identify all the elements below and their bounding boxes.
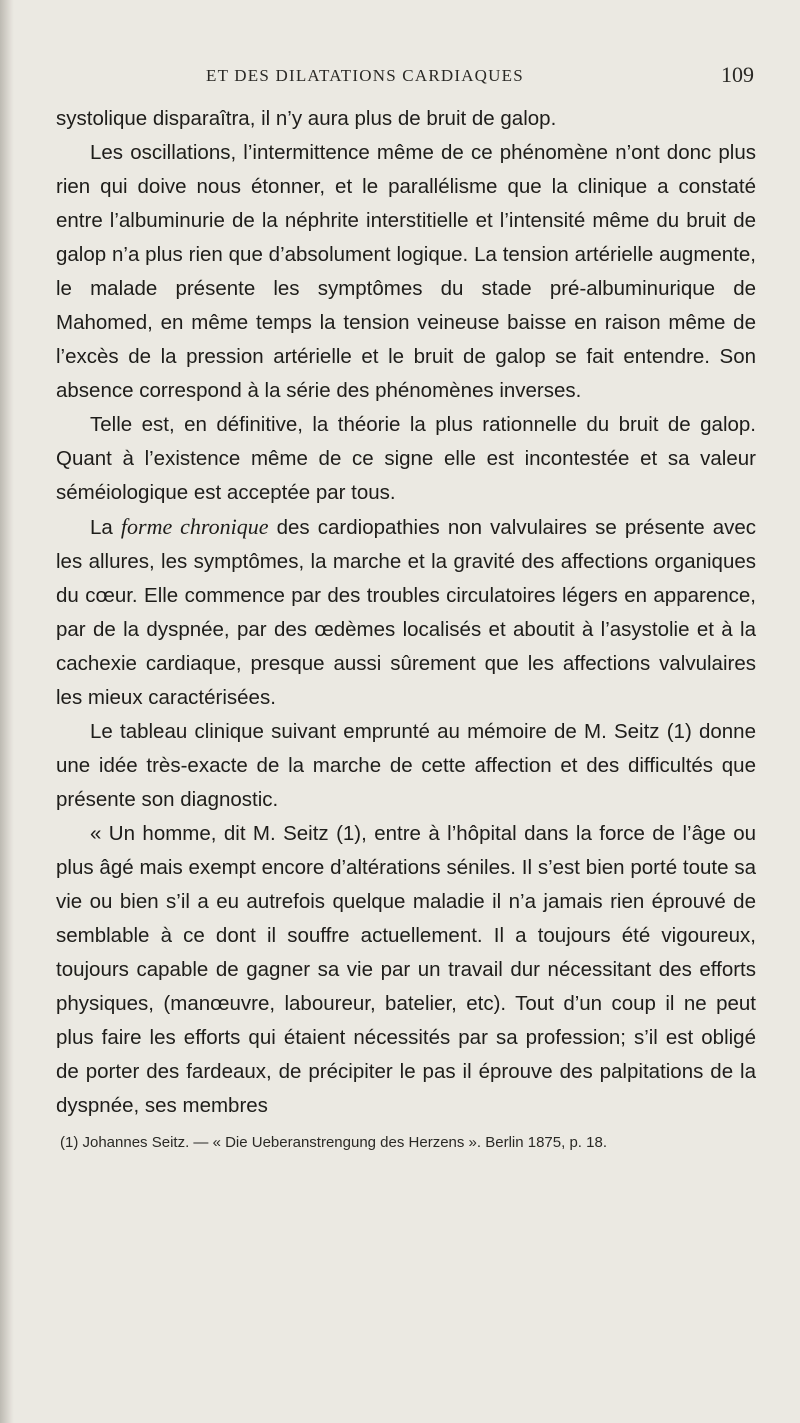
paragraph-theory: Telle est, en définitive, la théorie la plus rationnelle du bruit de galop. Quant à l’existence même de ce signe elle est incontestée et sa valeur séméiologique est acceptée par tous. (56, 413, 756, 504)
chronic-form-italic: forme chronique (120, 514, 269, 539)
running-head: ET DES DILATATIONS CARDIAQUES (206, 66, 524, 85)
page-number: 109 (721, 62, 754, 87)
page-header (56, 62, 756, 96)
paragraph-clinical-table: Le tableau clinique suivant emprunté au mémoire de M. Seitz (1) donne une idée très-exacte de la marche de cette affection et des difficultés que présente son diagnostic. (56, 720, 756, 811)
paragraph-seitz-quote: « Un homme, dit M. Seitz (1), entre à l’hôpital dans la force de l’âge ou plus âgé mais exempt encore d’altérations séniles. Il s’est bien porté toute sa vie ou bien s’il a eu autrefois quelque maladie il n’a jamais rien éprouvé de semblable à ce dont il souffre actuellement. Il a toujours été vigoureux, toujours capable de gagner sa vie par un travail dur nécessitant des efforts physiques, (manœuvre, laboureur, batelier, etc). Tout d’un coup il ne peut plus faire les efforts qui étaient nécessités par sa profession; s’il est obligé de porter des fardeaux, de précipiter le pas il éprouve des palpitations de la dyspnée, ses membres (56, 822, 756, 1117)
paragraph-continuation: systolique disparaîtra, il n’y aura plus de bruit de galop. (56, 107, 557, 130)
paragraph-oscillations: Les oscillations, l’intermittence même de ce phénomène n’ont donc plus rien qui doive nous étonner, et le parallélisme que la clinique a constaté entre l’albuminurie de la néphrite interstitielle et l’intensité même du bruit de galop n’a plus rien que d’absolument logique. La tension artérielle augmente, le malade présente les symptômes du stade pré-albuminurique de Mahomed, en même temps la tension veineuse baisse en raison même de l’excès de la pression artérielle et le bruit de galop se fait entendre. Son absence correspond à la série des phénomènes inverses. (56, 141, 756, 402)
page-edge-shadow (0, 0, 14, 1423)
paragraph-chronic-form (56, 510, 756, 715)
chronic-form-lead: La (90, 516, 121, 539)
chronic-form-rest: des cardiopathies non valvulaires se présente avec les allures, les symptômes, la marche et la gravité des affections organiques du cœur. Elle commence par des troubles circulatoires légers en apparence, par de la dyspnée, par des œdèmes localisés et aboutit à l’asystolie et à la cachexie cardiaque, presque aussi sûrement que les affections valvulaires les mieux caractérisées. (56, 516, 757, 709)
footnote: (1) Johannes Seitz. — « Die Ueberanstrengung des Herzens ». Berlin 1875, p. 18. (60, 1134, 607, 1151)
body-text (56, 102, 756, 1123)
book-page (56, 62, 756, 1153)
